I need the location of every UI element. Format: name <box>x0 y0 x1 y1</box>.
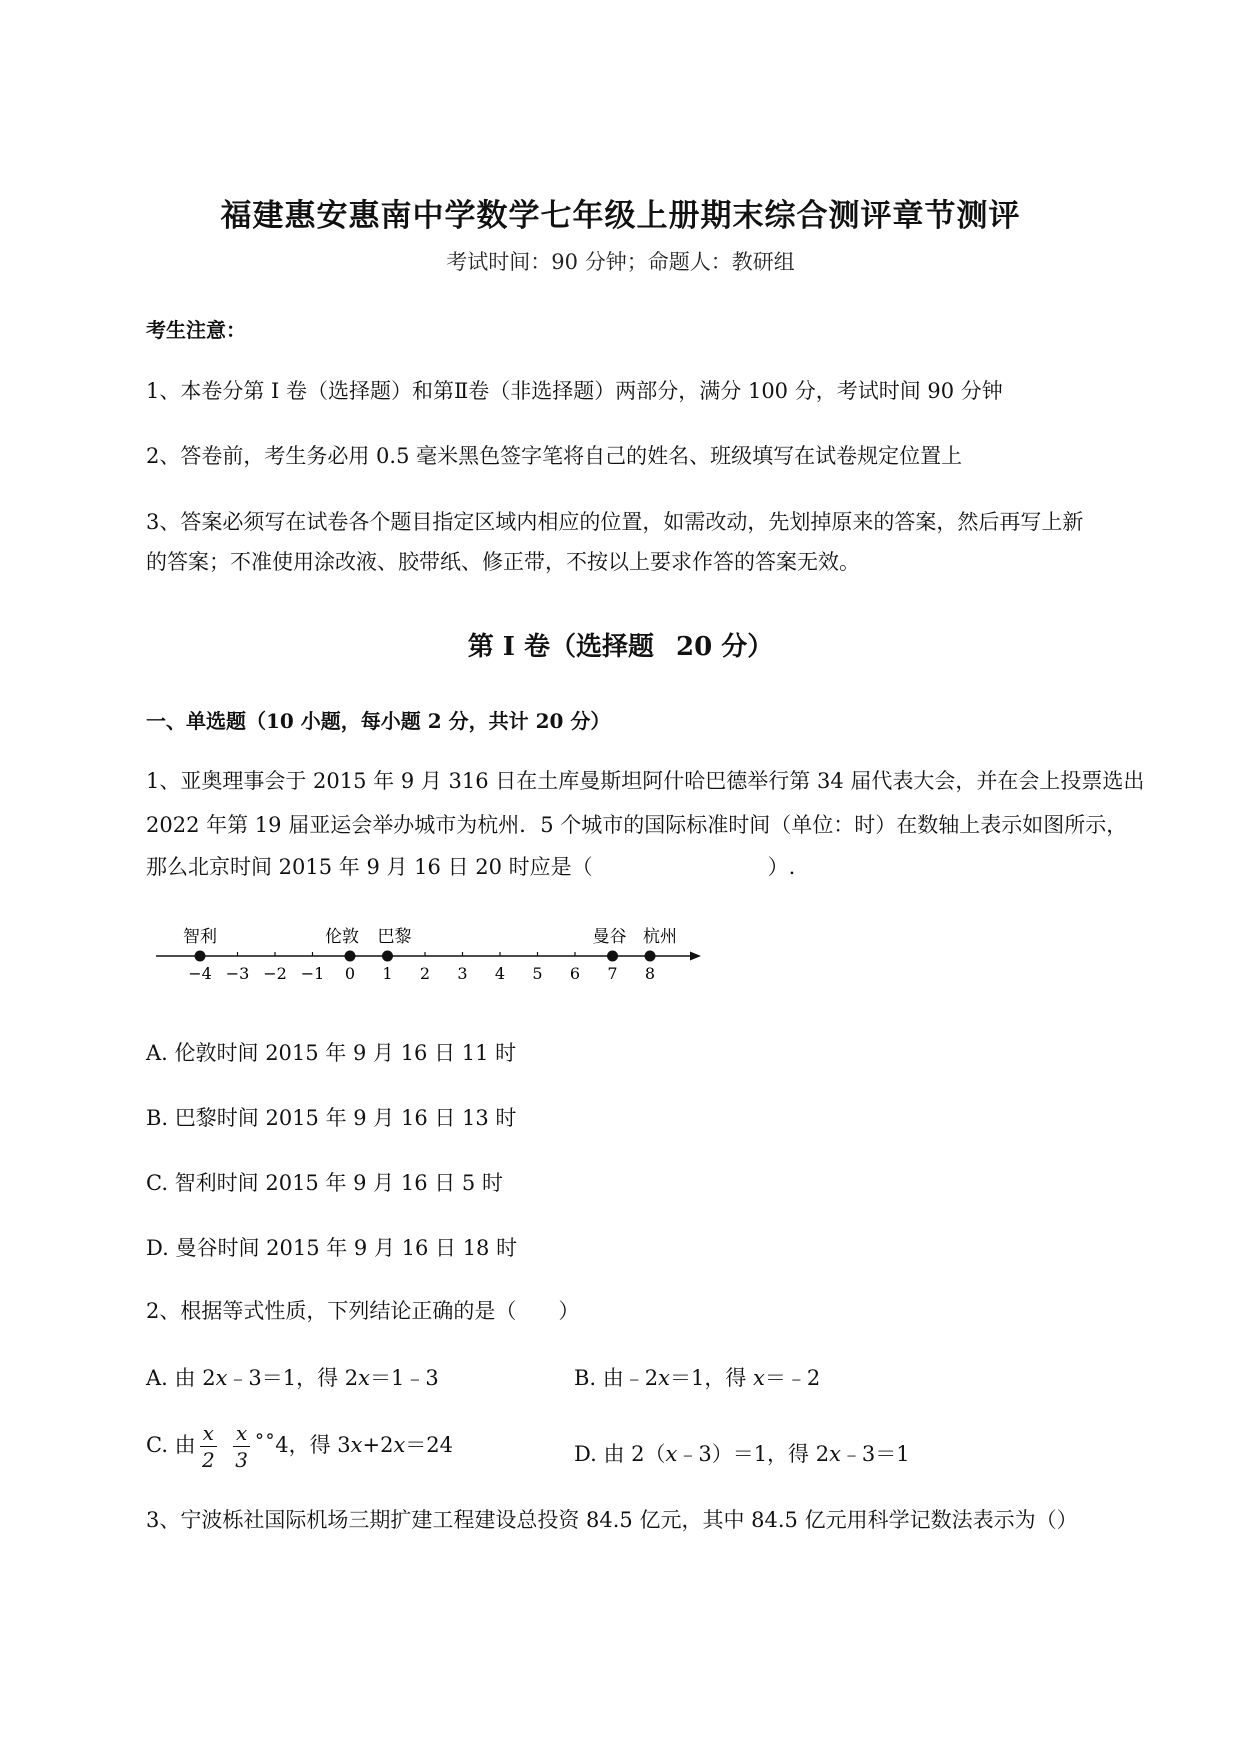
city-point <box>382 951 393 962</box>
var-x: x <box>350 1433 363 1457</box>
number-line-tick-label: −2 <box>263 964 287 983</box>
q1-stem-line2: 2022 年第 19 届亚运会举办城市为杭州．5 个城市的国际标准时间（单位：时）在数轴上表示如图所示， <box>146 813 1128 837</box>
q2-d-text2: ﹣3）＝1，得 2 <box>677 1442 830 1466</box>
fraction-numerator: x <box>200 1420 217 1447</box>
section-title <box>0 626 1241 663</box>
number-line-tick-label: 7 <box>607 964 618 983</box>
var-x: x <box>358 1366 371 1390</box>
number-line-tick-label: 6 <box>569 964 581 983</box>
fraction-numerator: x <box>233 1420 250 1447</box>
number-line-tick-label: 3 <box>457 964 468 983</box>
var-x: x <box>665 1442 678 1466</box>
q2-stem <box>146 1296 579 1326</box>
q3-stem: 3、宁波栎社国际机场三期扩建工程建设总投资 84.5 亿元，其中 84.5 亿元用科学记数法表示为（） <box>146 1508 1078 1532</box>
q2-c-text2: ˚˚4，得 3 <box>254 1433 351 1457</box>
part-heading: 一、单选题（10 小题，每小题 2 分，共计 20 分） <box>146 709 611 733</box>
number-line-tick-label: 2 <box>419 964 431 983</box>
q2-c-text1: C. 由 <box>146 1433 196 1457</box>
q1-option-d: D. 曼谷时间 2015 年 9 月 16 日 18 时 <box>146 1236 518 1260</box>
number-line-tick-label: 1 <box>382 964 393 983</box>
fraction-x-over-3 <box>233 1420 250 1473</box>
number-line-tick-label: 8 <box>644 964 656 983</box>
arrow-icon <box>690 952 701 961</box>
q2-option-b <box>574 1362 820 1392</box>
city-label: 智利 <box>183 927 217 947</box>
var-x: x <box>393 1433 406 1457</box>
fraction-x-over-2 <box>200 1420 217 1473</box>
q1-stem-line3-b: ）. <box>767 855 796 879</box>
q2-d-text1: D. 由 2（ <box>574 1442 666 1466</box>
q2-stem-a: 2、根据等式性质，下列结论正确的是（ <box>146 1299 517 1323</box>
number-line-figure <box>150 918 710 988</box>
city-label: 巴黎 <box>377 927 412 947</box>
q2-option-c <box>146 1420 453 1473</box>
q2-c-text3: +2 <box>362 1433 394 1457</box>
q2-a-text2: ﹣3＝1，得 2 <box>227 1366 359 1390</box>
q1-option-a: A. 伦敦时间 2015 年 9 月 16 日 11 时 <box>146 1041 517 1065</box>
var-x: x <box>215 1366 228 1390</box>
city-label: 伦敦 <box>325 927 359 947</box>
q1-stem-line1: 1、亚奥理事会于 2015 年 9 月 316 日在土库曼斯坦阿什哈巴德举行第 34 届代表大会，并在会上投票选出 <box>146 769 1145 793</box>
city-point <box>607 951 618 962</box>
var-x: x <box>658 1366 670 1390</box>
fraction-denominator: 2 <box>201 1448 215 1472</box>
city-point <box>345 951 356 962</box>
notice-item-3-cont: 的答案；不准使用涂改液、胶带纸、修正带，不按以上要求作答的答案无效。 <box>146 550 860 574</box>
q2-c-text4: ＝24 <box>405 1433 454 1457</box>
q1-option-b: B. 巴黎时间 2015 年 9 月 16 日 13 时 <box>146 1106 517 1130</box>
city-label: 曼谷 <box>592 927 627 947</box>
q2-b-text3: ＝﹣2 <box>764 1366 821 1390</box>
number-line-tick-label: 0 <box>344 964 356 983</box>
city-point <box>645 951 656 962</box>
q2-option-d <box>574 1438 910 1468</box>
notice-item-2: 2、答卷前，考生务必用 0.5 毫米黑色签字笔将自己的姓名、班级填写在试卷规定位置上 <box>146 444 963 468</box>
q2-stem-b: ） <box>558 1299 580 1323</box>
q2-a-text1: A. 由 2 <box>146 1366 216 1390</box>
notice-heading: 考生注意： <box>146 318 246 342</box>
page-title: 福建惠安惠南中学数学七年级上册期末综合测评章节测评 <box>220 198 1021 234</box>
number-line-tick-label: −1 <box>300 964 325 983</box>
exam-subtitle: 考试时间：90 分钟；命题人：教研组 <box>446 250 795 274</box>
fraction-denominator: 3 <box>235 1448 248 1472</box>
q1-option-c: C. 智利时间 2015 年 9 月 16 日 5 时 <box>146 1171 503 1195</box>
number-line-tick-label: −4 <box>188 964 212 983</box>
q2-a-text3: ＝1﹣3 <box>370 1366 439 1390</box>
section-title-b: 20 分） <box>676 632 774 662</box>
notice-item-3: 3、答案必须写在试卷各个题目指定区域内相应的位置，如需改动，先划掉原来的答案，然后再写上新 <box>146 510 1084 534</box>
var-x: x <box>753 1366 765 1390</box>
city-label: 杭州 <box>643 927 677 947</box>
section-title-a: 第 I 卷（选择题 <box>467 632 655 662</box>
number-line-tick-label: 5 <box>532 964 543 983</box>
q2-b-text1: B. 由﹣2 <box>574 1366 659 1390</box>
city-point <box>195 951 206 962</box>
number-line-tick-label: 4 <box>494 964 506 983</box>
q1-stem-line3 <box>146 852 795 882</box>
q1-stem-line3-a: 那么北京时间 2015 年 9 月 16 日 20 时应是（ <box>146 855 593 879</box>
q2-option-a <box>146 1362 439 1392</box>
notice-item-1: 1、本卷分第 I 卷（选择题）和第Ⅱ卷（非选择题）两部分，满分 100 分，考试时间 90 分钟 <box>146 379 1003 403</box>
var-x: x <box>829 1442 841 1466</box>
q2-b-text2: ＝1，得 <box>670 1366 754 1390</box>
q2-d-text3: ﹣3＝1 <box>840 1442 910 1466</box>
number-line-tick-label: −3 <box>225 964 250 983</box>
